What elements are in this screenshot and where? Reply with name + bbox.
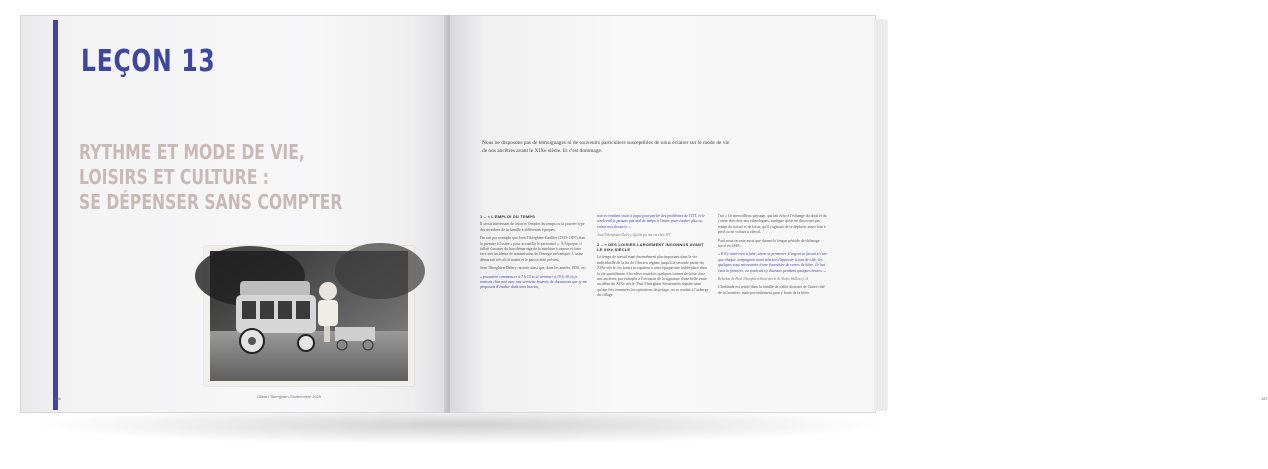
subtitle-line: LOISIRS ET CULTURE : xyxy=(79,165,270,189)
paragraph: On sait par exemple que Jean Tiberghien-Caullier (1819-1897) était le premier à l'usine « pour accueillir le personnel ». À l'époque, il fallait s'assurer du bon démarrage de la machine à vapeur et faire face aux incidents de transmission de l'énergie mécanique. L'usine démarrait très tôt le matin et le patron était présent. xyxy=(480,236,586,262)
section-heading: 1 – « L'EMPLOI DU TEMPS xyxy=(480,214,536,219)
paragraph: l'air « Ce merveilleux paysage, qui fait écho à l'échange du droit et du contre don chez nos ethnologues, souligne qu'on ne dissociait pas temps de travail et de loisir, qu'il s'agissait de se déplacer assez loin à pied ou en voiture à cheval. xyxy=(718,214,827,235)
paragraph: Le temps de travail étant énormément plus important dans la vie individuelle de la fin de l'Ancien régime jusqu'à la seconde partie du XIXe siècle, les loisirs occupaient à cette époque une faible place dans la vie quotidienne. On relève toutefois quelques formes de loisir chez nos ancêtres, par exemple à l'occasion de la signature d'une belle vente au début du XIXe siècle. Paul Tiberghien-Stoitemeele signale ainsi qu'une fois terminées les opérations de pesage, on se rendait à l'auberge du village. xyxy=(597,255,709,298)
subtitle-line: RYTHME ET MODE DE VIE, xyxy=(79,140,305,164)
subtitle-line: SE DÉPENSER SANS COMPTER xyxy=(79,190,343,214)
quote-source: Jean Tiberghien-Delery, Quelle foi ma vie chez ITT xyxy=(597,233,671,238)
lesson-title: LEÇON 13 xyxy=(81,44,216,79)
paragraph: Jean Tiberghien-Delery raconte aussi que, dans les années 1950, on : xyxy=(480,266,587,271)
photo-toy-car-child xyxy=(210,251,408,381)
section-heading: 2 – « DES LOISIRS LARGEMENT INCONNUS AVANT LE XIXe SIÈCLE xyxy=(597,241,704,253)
vintage-photo xyxy=(204,246,414,386)
intro-paragraph: Nous ne disposons pas de témoignages ni de souvenirs particuliers susceptibles de nous éclairer sur le mode de vie de nos ancêtres avant le XIXe siècle. Et c'est dommage. xyxy=(482,140,730,154)
text-column-1 xyxy=(480,214,588,294)
quote: « Il n'y avait rien à faire, sinon se promener. L'argent se faisait si rare que chaque compagnon avait mission d'apporter à tour de rôle, les quelques sous nécessaires à une fourniture de verres de bière. Le but était la frontière, on pourrait s'y distraire pendant quelques heures. » xyxy=(718,252,827,273)
quote: « pouvaient commencer à 7 h 15 et se terminer à 19 h 30 où je rentrais chez moi avec une serviette bourrée de documents que je me proposais d'étudier dans mon bureau, xyxy=(480,274,588,290)
quote-source: Relation de Paul Tiberghien-Stoitemeele & Alexis Wallon, p.31 xyxy=(718,277,809,282)
photo-caption: Gilbert Tiberghien-Stoitemeele 1929 xyxy=(257,394,322,399)
quote: soit en rendant visite à papa pour parler des problèmes de l'ITT, et le week-end je passais pas mal de temps à l'usine pour étudier plus au calme mes dossiers. » xyxy=(597,214,705,229)
text-column-3 xyxy=(718,214,828,299)
page-number-left: 186 xyxy=(54,396,61,401)
paragraph: Paul nous raconte aussi que durant la longue période de chômage forcé en 1848 : xyxy=(718,238,820,249)
accent-bar xyxy=(53,20,58,410)
paragraph: Il serait intéressant de retracer l'emploi du temps ou la journée type des membres de la famille à différentes époques. xyxy=(480,222,585,232)
text-column-2 xyxy=(597,214,709,302)
paragraph: L'habitude est restée dans la famille de s'aller distraire de l'autre côté de la frontière, mais par seulement pour y boire de la bière. xyxy=(718,285,825,295)
chapter-subtitle xyxy=(79,140,342,215)
page-number-right: 187 xyxy=(1261,396,1268,401)
page-edges xyxy=(874,19,888,411)
left-page xyxy=(20,15,448,413)
